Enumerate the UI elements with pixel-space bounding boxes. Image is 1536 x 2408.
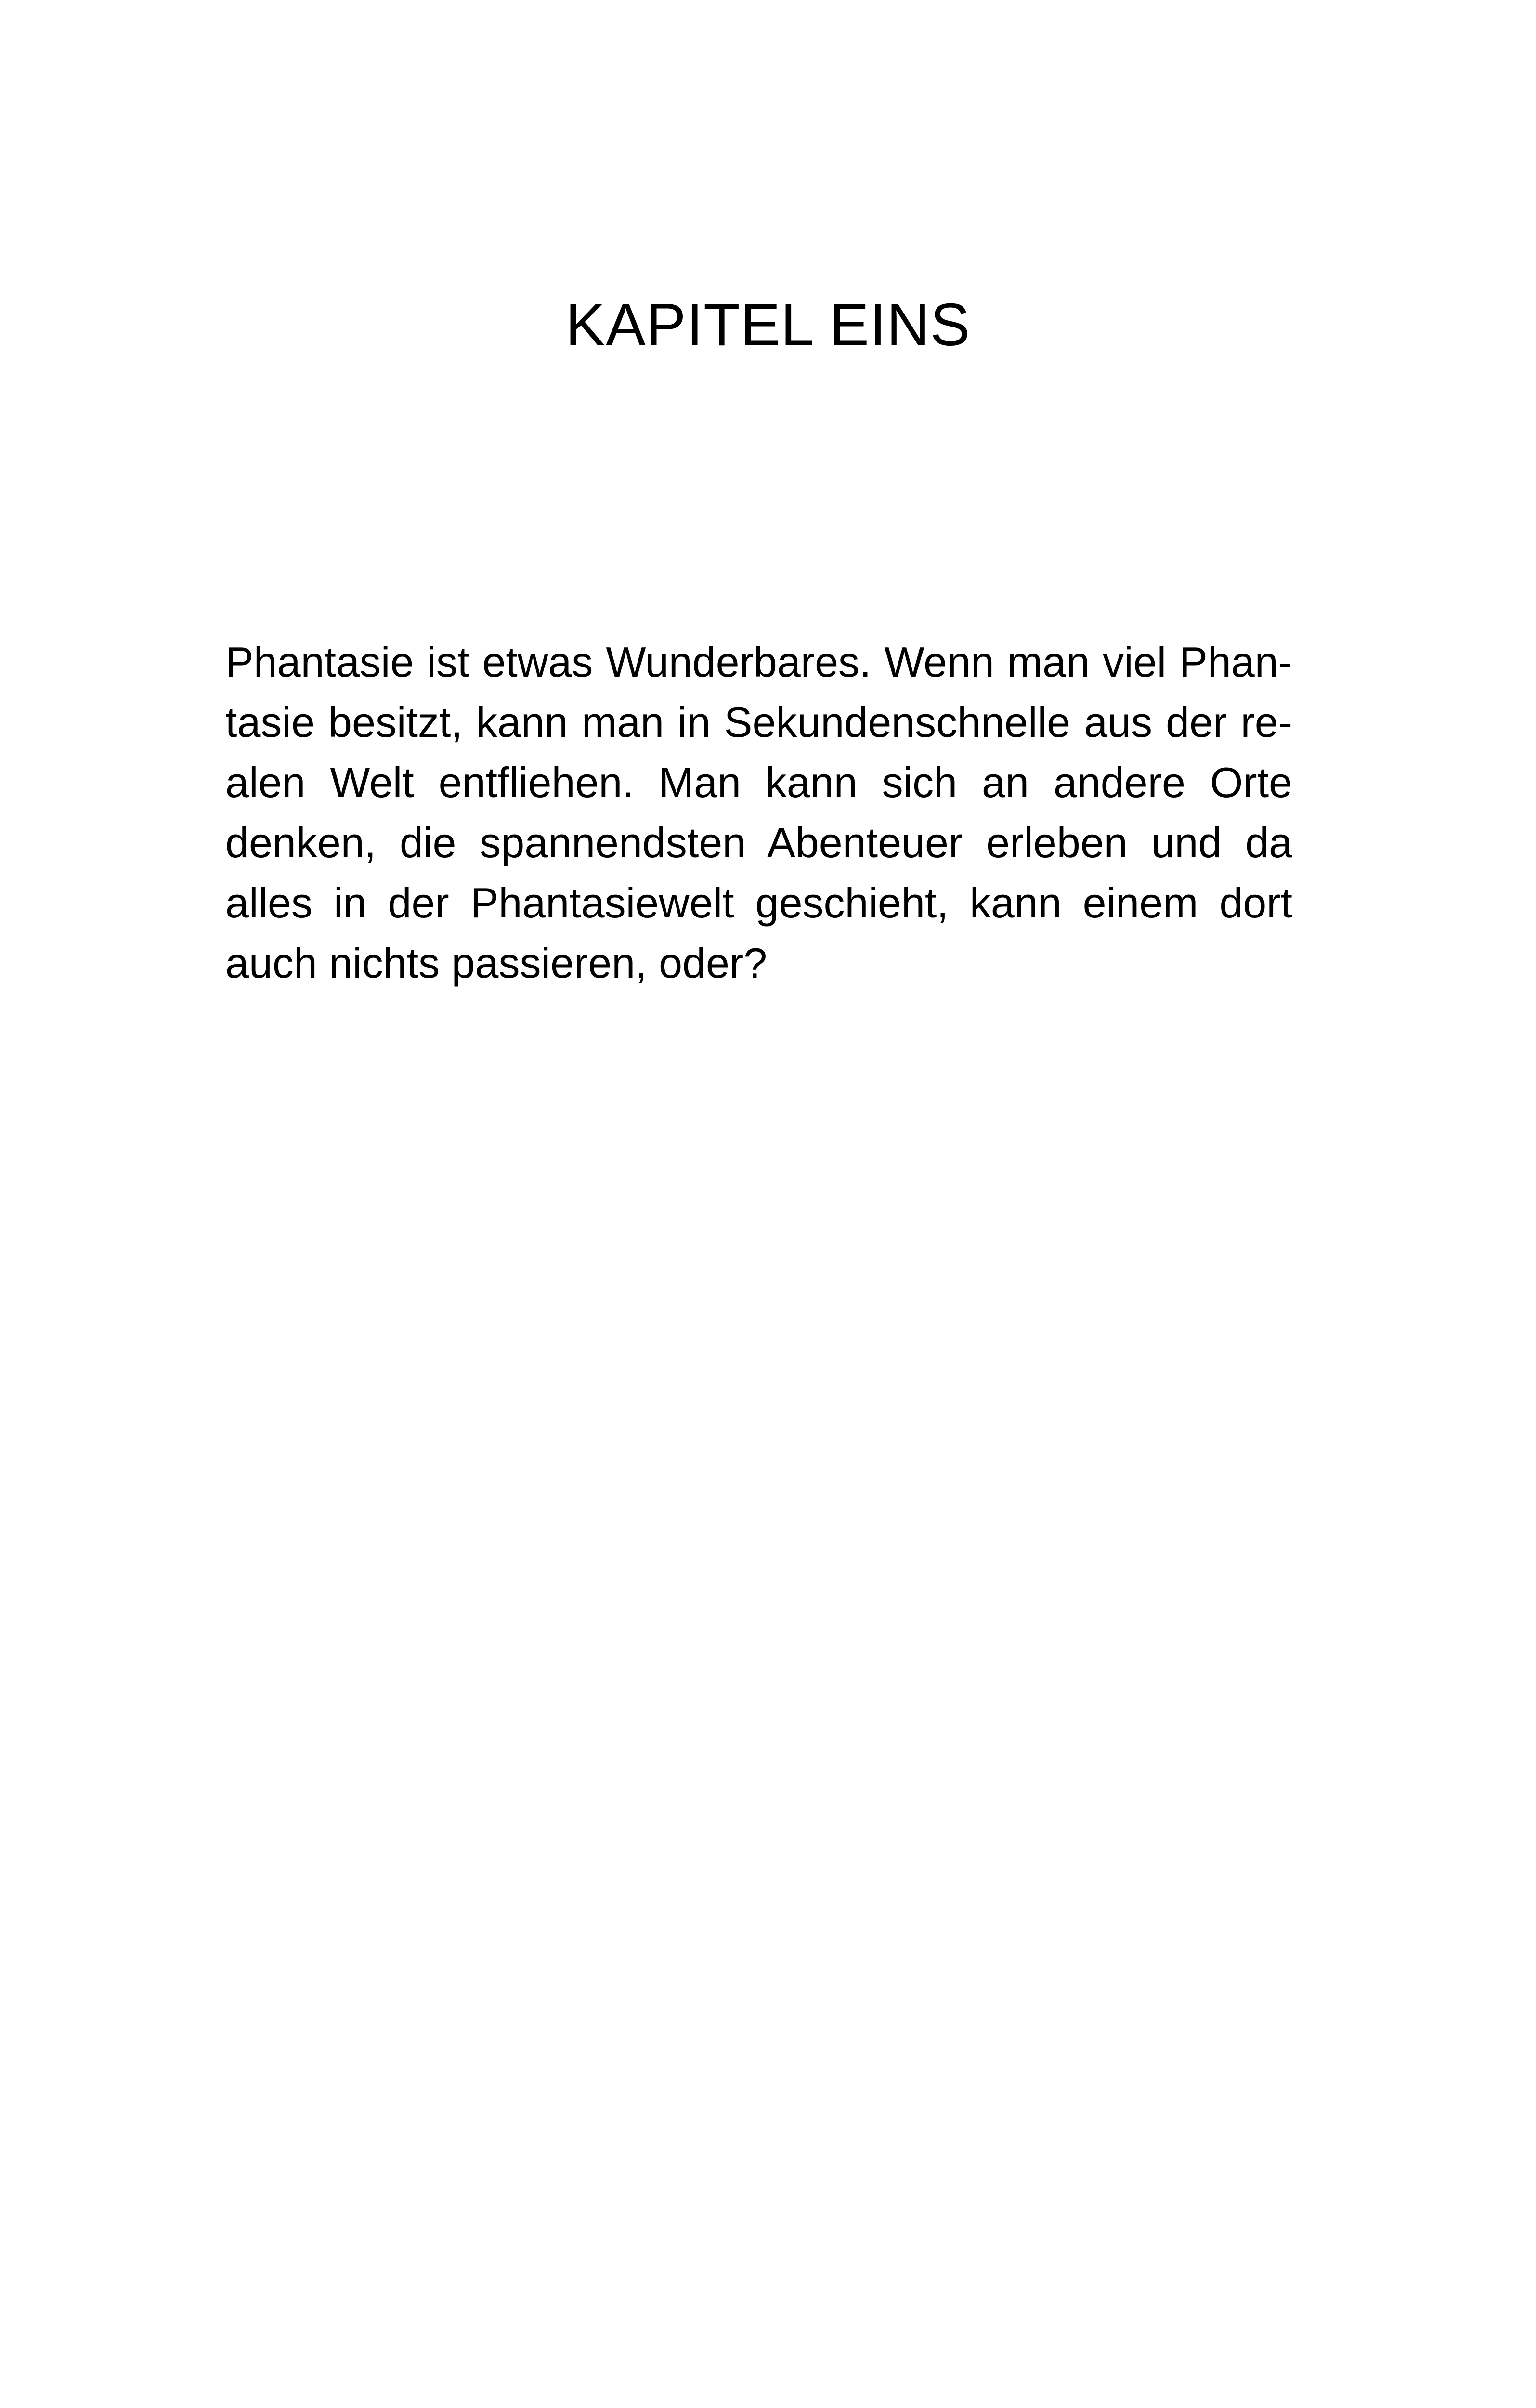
- chapter-paragraph: [225, 632, 1292, 993]
- chapter-title: KAPITEL EINS: [565, 292, 971, 358]
- paragraph-line: Phantasie ist etwas Wunderbares. Wenn man viel Phan-: [225, 638, 1292, 686]
- paragraph-line: auch nichts passieren, oder?: [225, 939, 768, 987]
- paragraph-line: alen Welt entfliehen. Man kann sich an andere Orte: [225, 759, 1292, 806]
- paragraph-line: alles in der Phantasiewelt geschieht, kann einem dort: [225, 879, 1292, 927]
- paragraph-line: denken, die spannendsten Abenteuer erleben und da: [225, 819, 1292, 866]
- paragraph-line: tasie besitzt, kann man in Sekundenschnelle aus der re-: [225, 698, 1292, 746]
